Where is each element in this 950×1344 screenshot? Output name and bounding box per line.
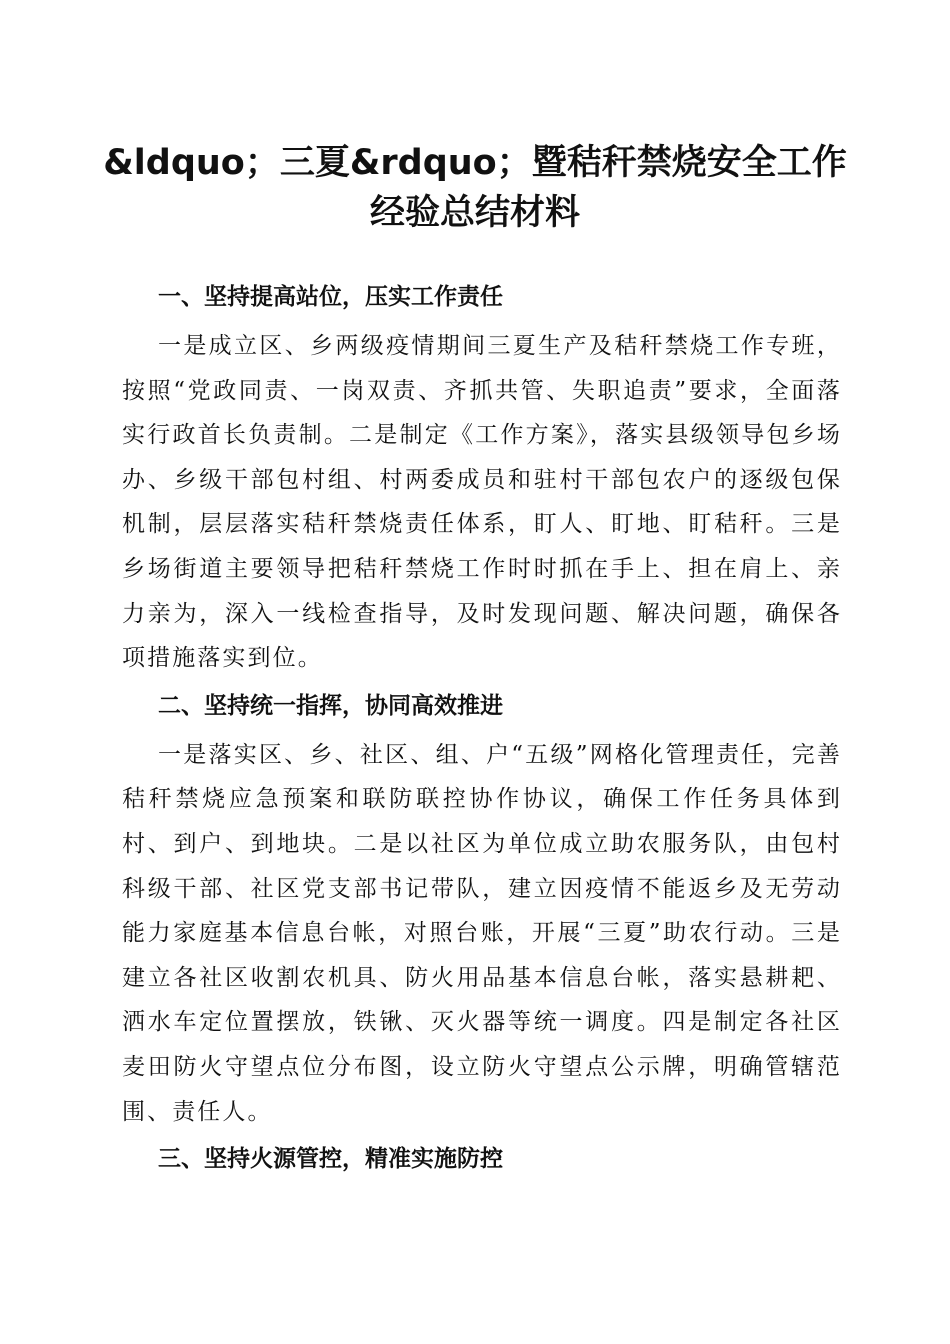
document-title xyxy=(0,138,950,238)
section-spacer xyxy=(122,1134,842,1144)
section-paragraph-2: 一是落实区、乡、社区、组、户“五级”网格化管理责任，完善秸秆禁烧应急预案和联防联控协作协议，确保工作任务具体到村、到户、到地块。二是以社区为单位成立助农服务队，由包村科级干部、社区党支部书记带队，建立因疫情不能返乡及无劳动能力家庭基本信息台帐，对照台账，开展“三夏”助农行动。三是建立各社区收割农机具、防火用品基本信息台帐，落实悬耕耙、洒水车定位置摆放，铁锹、灭火器等统一调度。四是制定各社区麦田防火守望点位分布图，设立防火守望点公示牌，明确管辖范围、责任人。 xyxy=(122,741,842,1125)
title-line-2: 经验总结材料 xyxy=(369,193,580,233)
title-line-1: &ldquo；三夏&rdquo；暨秸秆禁烧安全工作 xyxy=(103,143,847,183)
section-spacer xyxy=(122,681,842,691)
section-paragraph-1: 一是成立区、乡两级疫情期间三夏生产及秸秆禁烧工作专班，按照“党政同责、一岗双责、齐抓共管、失职追责”要求，全面落实行政首长负责制。二是制定《工作方案》，落实县级领导包乡场办、乡级干部包村组、村两委成员和驻村干部包农户的逐级包保机制，层层落实秸秆禁烧责任体系，盯人、盯地、盯秸秆。三是乡场街道主要领导把秸秆禁烧工作时时抓在手上、担在肩上、亲力亲为，深入一线检查指导，及时发现问题、解决问题，确保各项措施落实到位。 xyxy=(122,333,842,672)
section-heading-1: 一、坚持提高站位，压实工作责任 xyxy=(158,284,503,310)
section-heading-2: 二、坚持统一指挥，协同高效推进 xyxy=(158,692,503,719)
document-body xyxy=(122,282,842,1186)
section-heading-3: 三、坚持火源管控，精准实施防控 xyxy=(158,1146,503,1173)
